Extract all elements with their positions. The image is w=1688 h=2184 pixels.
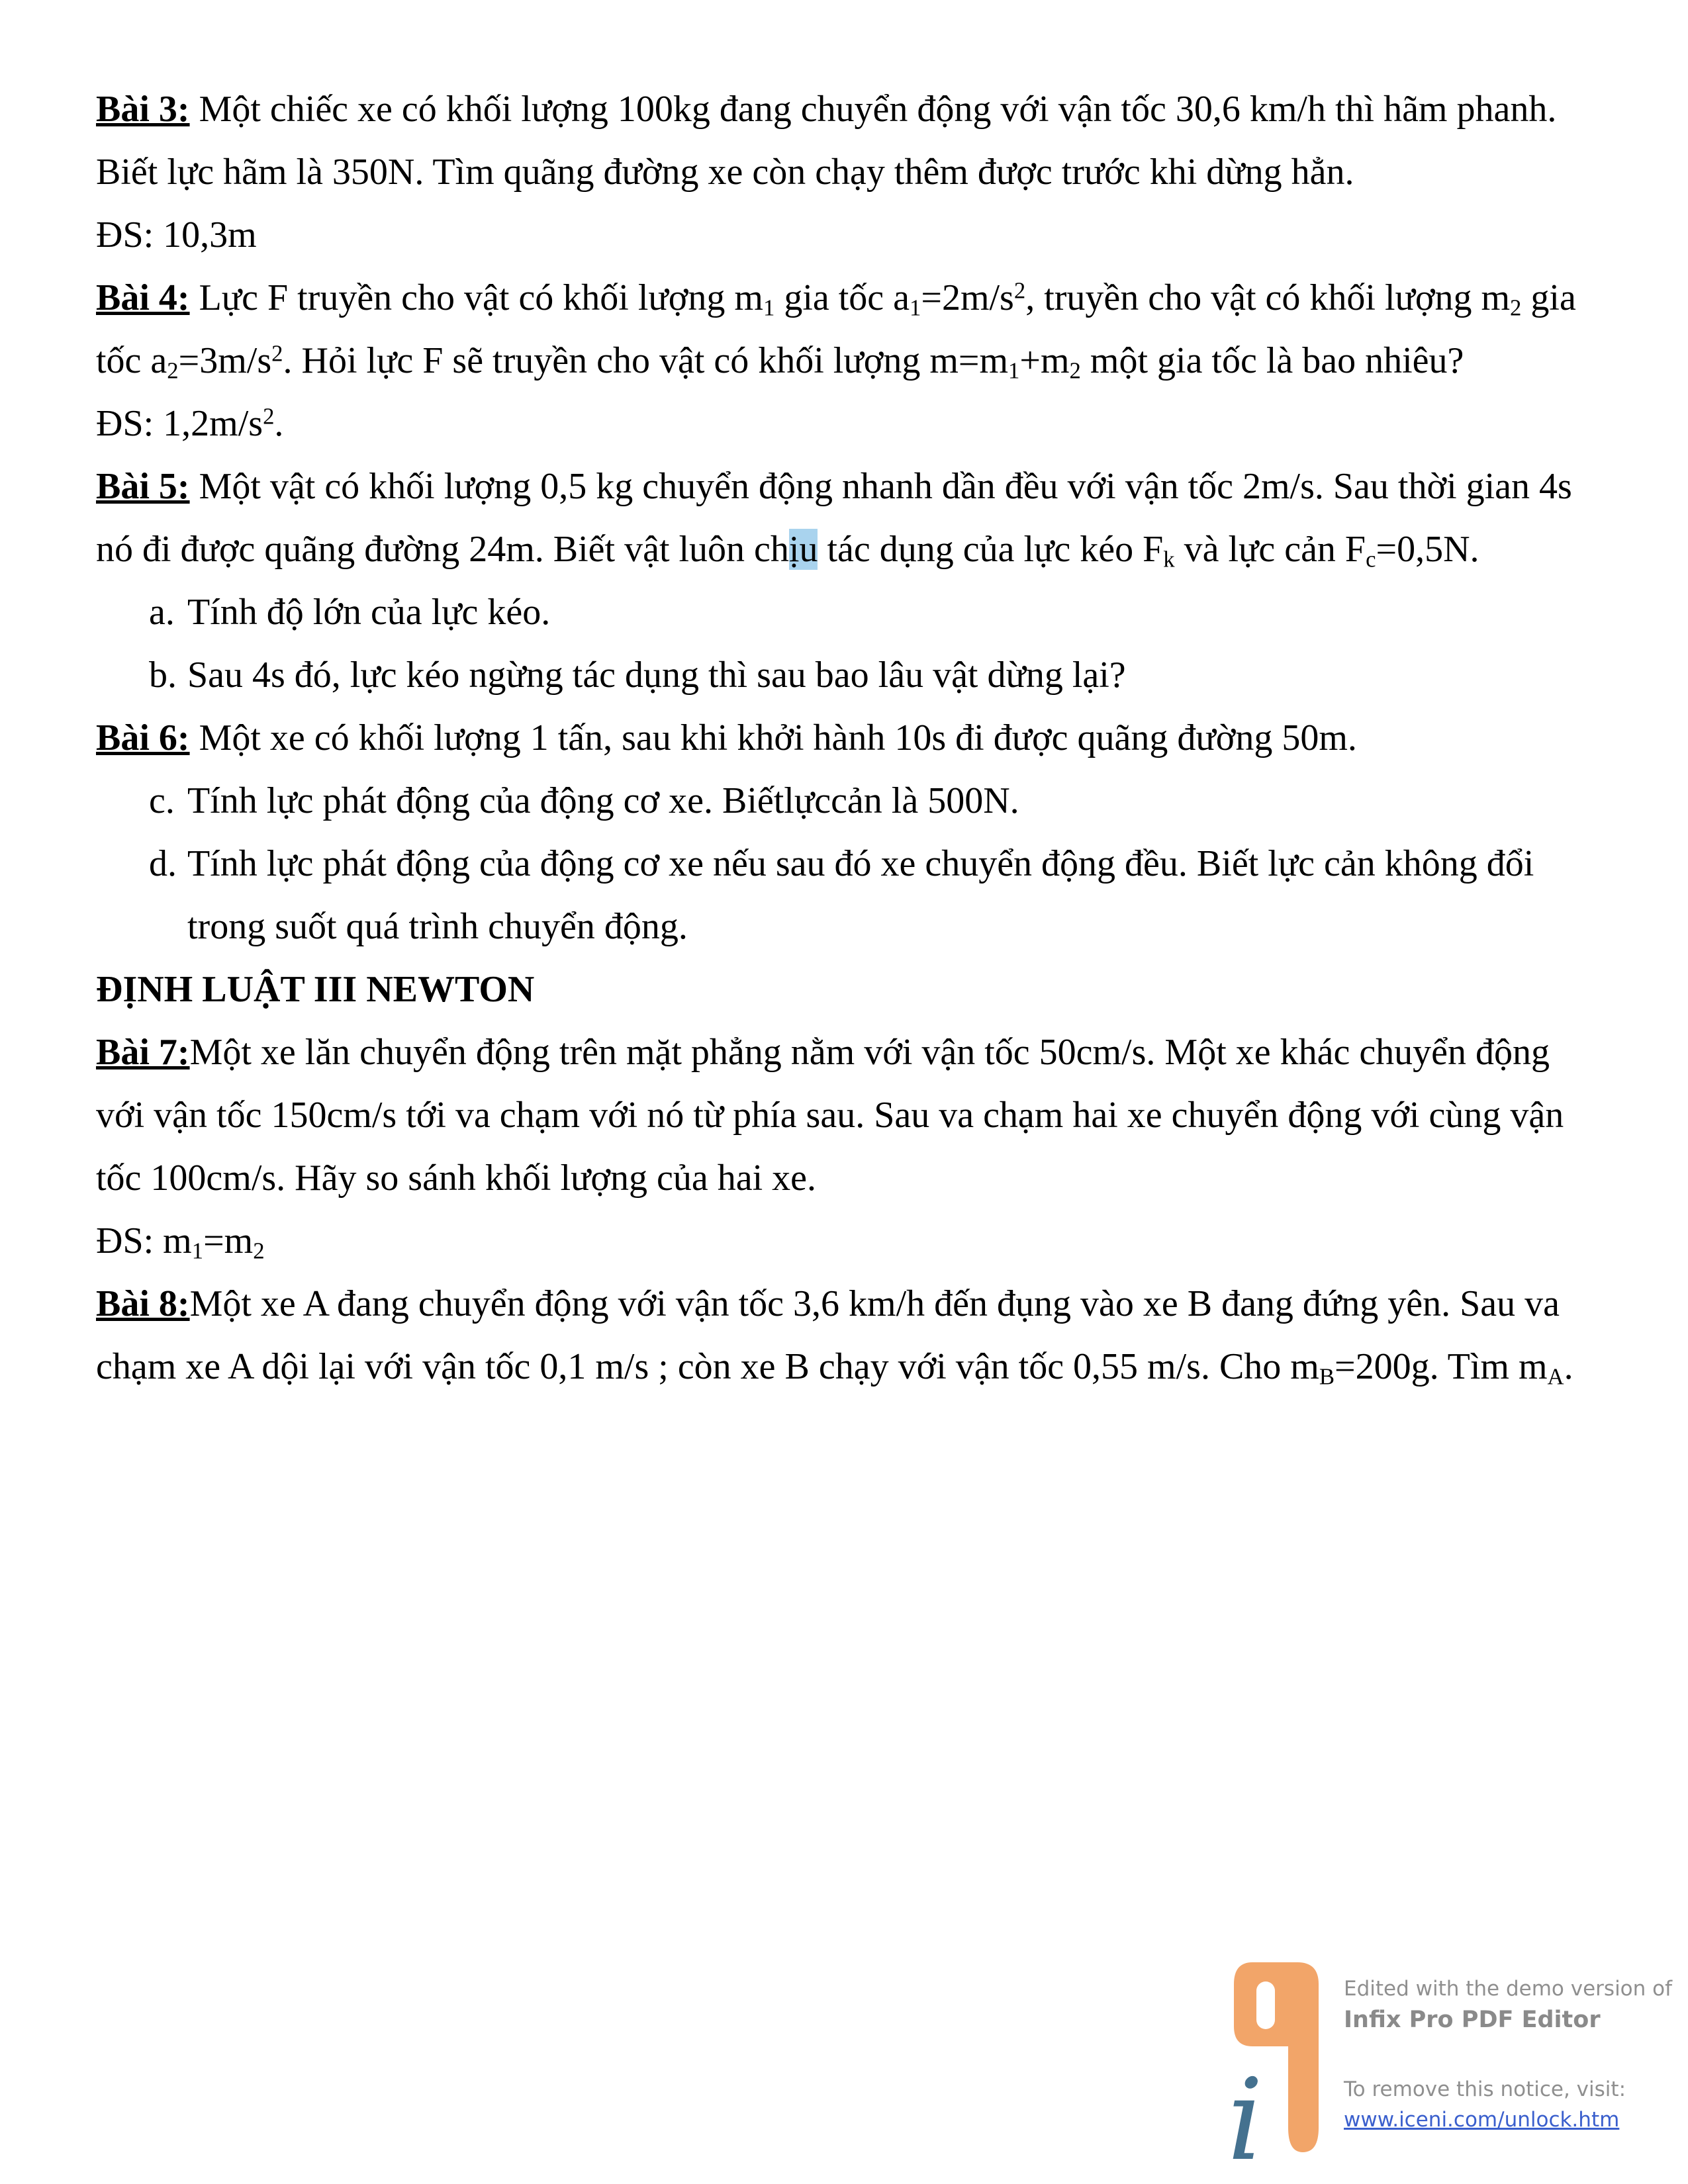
- list-marker: d.: [149, 843, 177, 884]
- superscript-run: 2: [263, 403, 275, 430]
- text-run: Tính độ lớn của lực kéo.: [187, 592, 551, 633]
- text-run: một gia tốc là bao nhiêu?: [1080, 340, 1464, 381]
- paragraph: [96, 1021, 1599, 1210]
- paragraph: [96, 1210, 1599, 1273]
- watermark-line3: To remove this notice, visit:: [1344, 2077, 1626, 2101]
- svg-text:i: i: [1227, 2055, 1264, 2171]
- paragraph: [96, 1273, 1599, 1398]
- text-run: tác dụng của lực kéo F: [818, 529, 1164, 570]
- text-run: =2m/s: [921, 277, 1014, 318]
- list-marker: a.: [149, 592, 175, 633]
- text-run: Một vật có khối lượng 0,5 kg chuyển động nhanh dần đều với vận tốc 2m/s. Sau thời gian 4s nó đi được quãng đường 24m. Biết vật luôn ch: [96, 466, 1572, 570]
- subscript-run: A: [1547, 1363, 1564, 1390]
- document-body: [96, 78, 1599, 1398]
- list-marker: b.: [149, 655, 177, 696]
- subscript-run: c: [1366, 546, 1376, 572]
- problem-label: Bài 8:: [96, 1283, 190, 1324]
- text-run: Một xe A đang chuyển động với vận tốc 3,6 km/h đến đụng vào xe B đang đứng yên. Sau va chạm xe A dội lại với vận tốc 0,1 m/s ; còn xe B chạy với vận tốc 0,55 m/s. Cho m: [96, 1283, 1560, 1387]
- watermark-unlock-link[interactable]: www.iceni.com/unlock.htm: [1344, 2108, 1620, 2132]
- subscript-run: 2: [1069, 357, 1081, 384]
- watermark-text: [1344, 1974, 1672, 2135]
- text-run: ĐS: 1,2m/s: [96, 403, 263, 444]
- text-run: =200g. Tìm m: [1335, 1346, 1548, 1387]
- text-run: Lực F truyền cho vật có khối lượng m: [189, 277, 763, 318]
- paragraph: [96, 455, 1599, 581]
- text-run: Một xe lăn chuyển động trên mặt phẳng nằm với vận tốc 50cm/s. Một xe khác chuyển động với vận tốc 150cm/s tới va chạm với nó từ phía sau. Sau va chạm hai xe chuyển động với cùng vận tốc 100cm/s. Hãy so sánh khối lượng của hai xe.: [96, 1032, 1564, 1199]
- subscript-run: k: [1163, 546, 1175, 572]
- subscript-run: 2: [1510, 295, 1522, 321]
- section-heading: [96, 958, 1599, 1021]
- list-item: [96, 581, 1599, 644]
- text-run: ịu: [788, 529, 818, 570]
- subscript-run: B: [1319, 1363, 1335, 1390]
- problem-label: Bài 5:: [96, 466, 190, 507]
- text-run: gia tốc a: [774, 277, 910, 318]
- list-item: [96, 833, 1599, 958]
- problem-label: Bài 4:: [96, 277, 190, 318]
- text-run: =3m/s: [178, 340, 272, 381]
- text-run: . Hỏi lực F sẽ truyền cho vật có khối lượng m=m: [283, 340, 1009, 381]
- text-run: .: [1564, 1346, 1573, 1387]
- text-run: ĐS: 10,3m: [96, 214, 257, 255]
- text-run: ĐS: m: [96, 1220, 192, 1261]
- subscript-run: 2: [167, 357, 179, 384]
- subscript-run: 1: [191, 1238, 204, 1264]
- text-run: , truyền cho vật có khối lượng m: [1025, 277, 1511, 318]
- list-item: [96, 644, 1599, 707]
- problem-label: Bài 6:: [96, 717, 190, 758]
- watermark-app-name: Infix Pro PDF Editor: [1344, 2007, 1601, 2033]
- text-run: =0,5N.: [1376, 529, 1479, 570]
- problem-label: Bài 7:: [96, 1032, 190, 1073]
- subscript-run: 1: [1008, 357, 1020, 384]
- watermark: [1226, 1952, 1672, 2171]
- subscript-run: 2: [253, 1238, 265, 1264]
- text-run: Tính lực phát động của động cơ xe. Biếtlựccản là 500N.: [187, 780, 1019, 821]
- superscript-run: 2: [1013, 277, 1026, 304]
- paragraph: [96, 78, 1599, 204]
- text-run: .: [274, 403, 284, 444]
- text-run: gia tốc a: [96, 277, 1576, 381]
- subscript-run: 1: [763, 295, 775, 321]
- paragraph: [96, 204, 1599, 267]
- watermark-line1: Edited with the demo version of: [1344, 1977, 1673, 2001]
- paragraph: [96, 392, 1599, 455]
- text-run: Sau 4s đó, lực kéo ngừng tác dụng thì sau bao lâu vật dừng lại?: [187, 655, 1126, 696]
- problem-label: Bài 3:: [96, 89, 190, 130]
- paragraph: [96, 267, 1599, 392]
- infix-logo-icon: [1226, 1952, 1325, 2171]
- list-item: [96, 770, 1599, 833]
- text-run: ĐỊNH LUẬT III NEWTON: [96, 969, 535, 1010]
- text-run: +m: [1019, 340, 1070, 381]
- text-run: và lực cản F: [1174, 529, 1366, 570]
- text-run: Một xe có khối lượng 1 tấn, sau khi khởi hành 10s đi được quãng đường 50m.: [189, 717, 1357, 758]
- text-run: Tính lực phát động của động cơ xe nếu sau đó xe chuyển động đều. Biết lực cản không đổi trong suốt quá trình chuyển động.: [187, 843, 1534, 947]
- superscript-run: 2: [271, 340, 283, 367]
- subscript-run: 1: [910, 295, 921, 321]
- text-run: Một chiếc xe có khối lượng 100kg đang chuyển động với vận tốc 30,6 km/h thì hãm phanh. Biết lực hãm là 350N. Tìm quãng đường xe còn chạy thêm được trước khi dừng hẳn.: [96, 89, 1557, 193]
- text-run: =m: [203, 1220, 254, 1261]
- list-marker: c.: [149, 780, 175, 821]
- paragraph: [96, 707, 1599, 770]
